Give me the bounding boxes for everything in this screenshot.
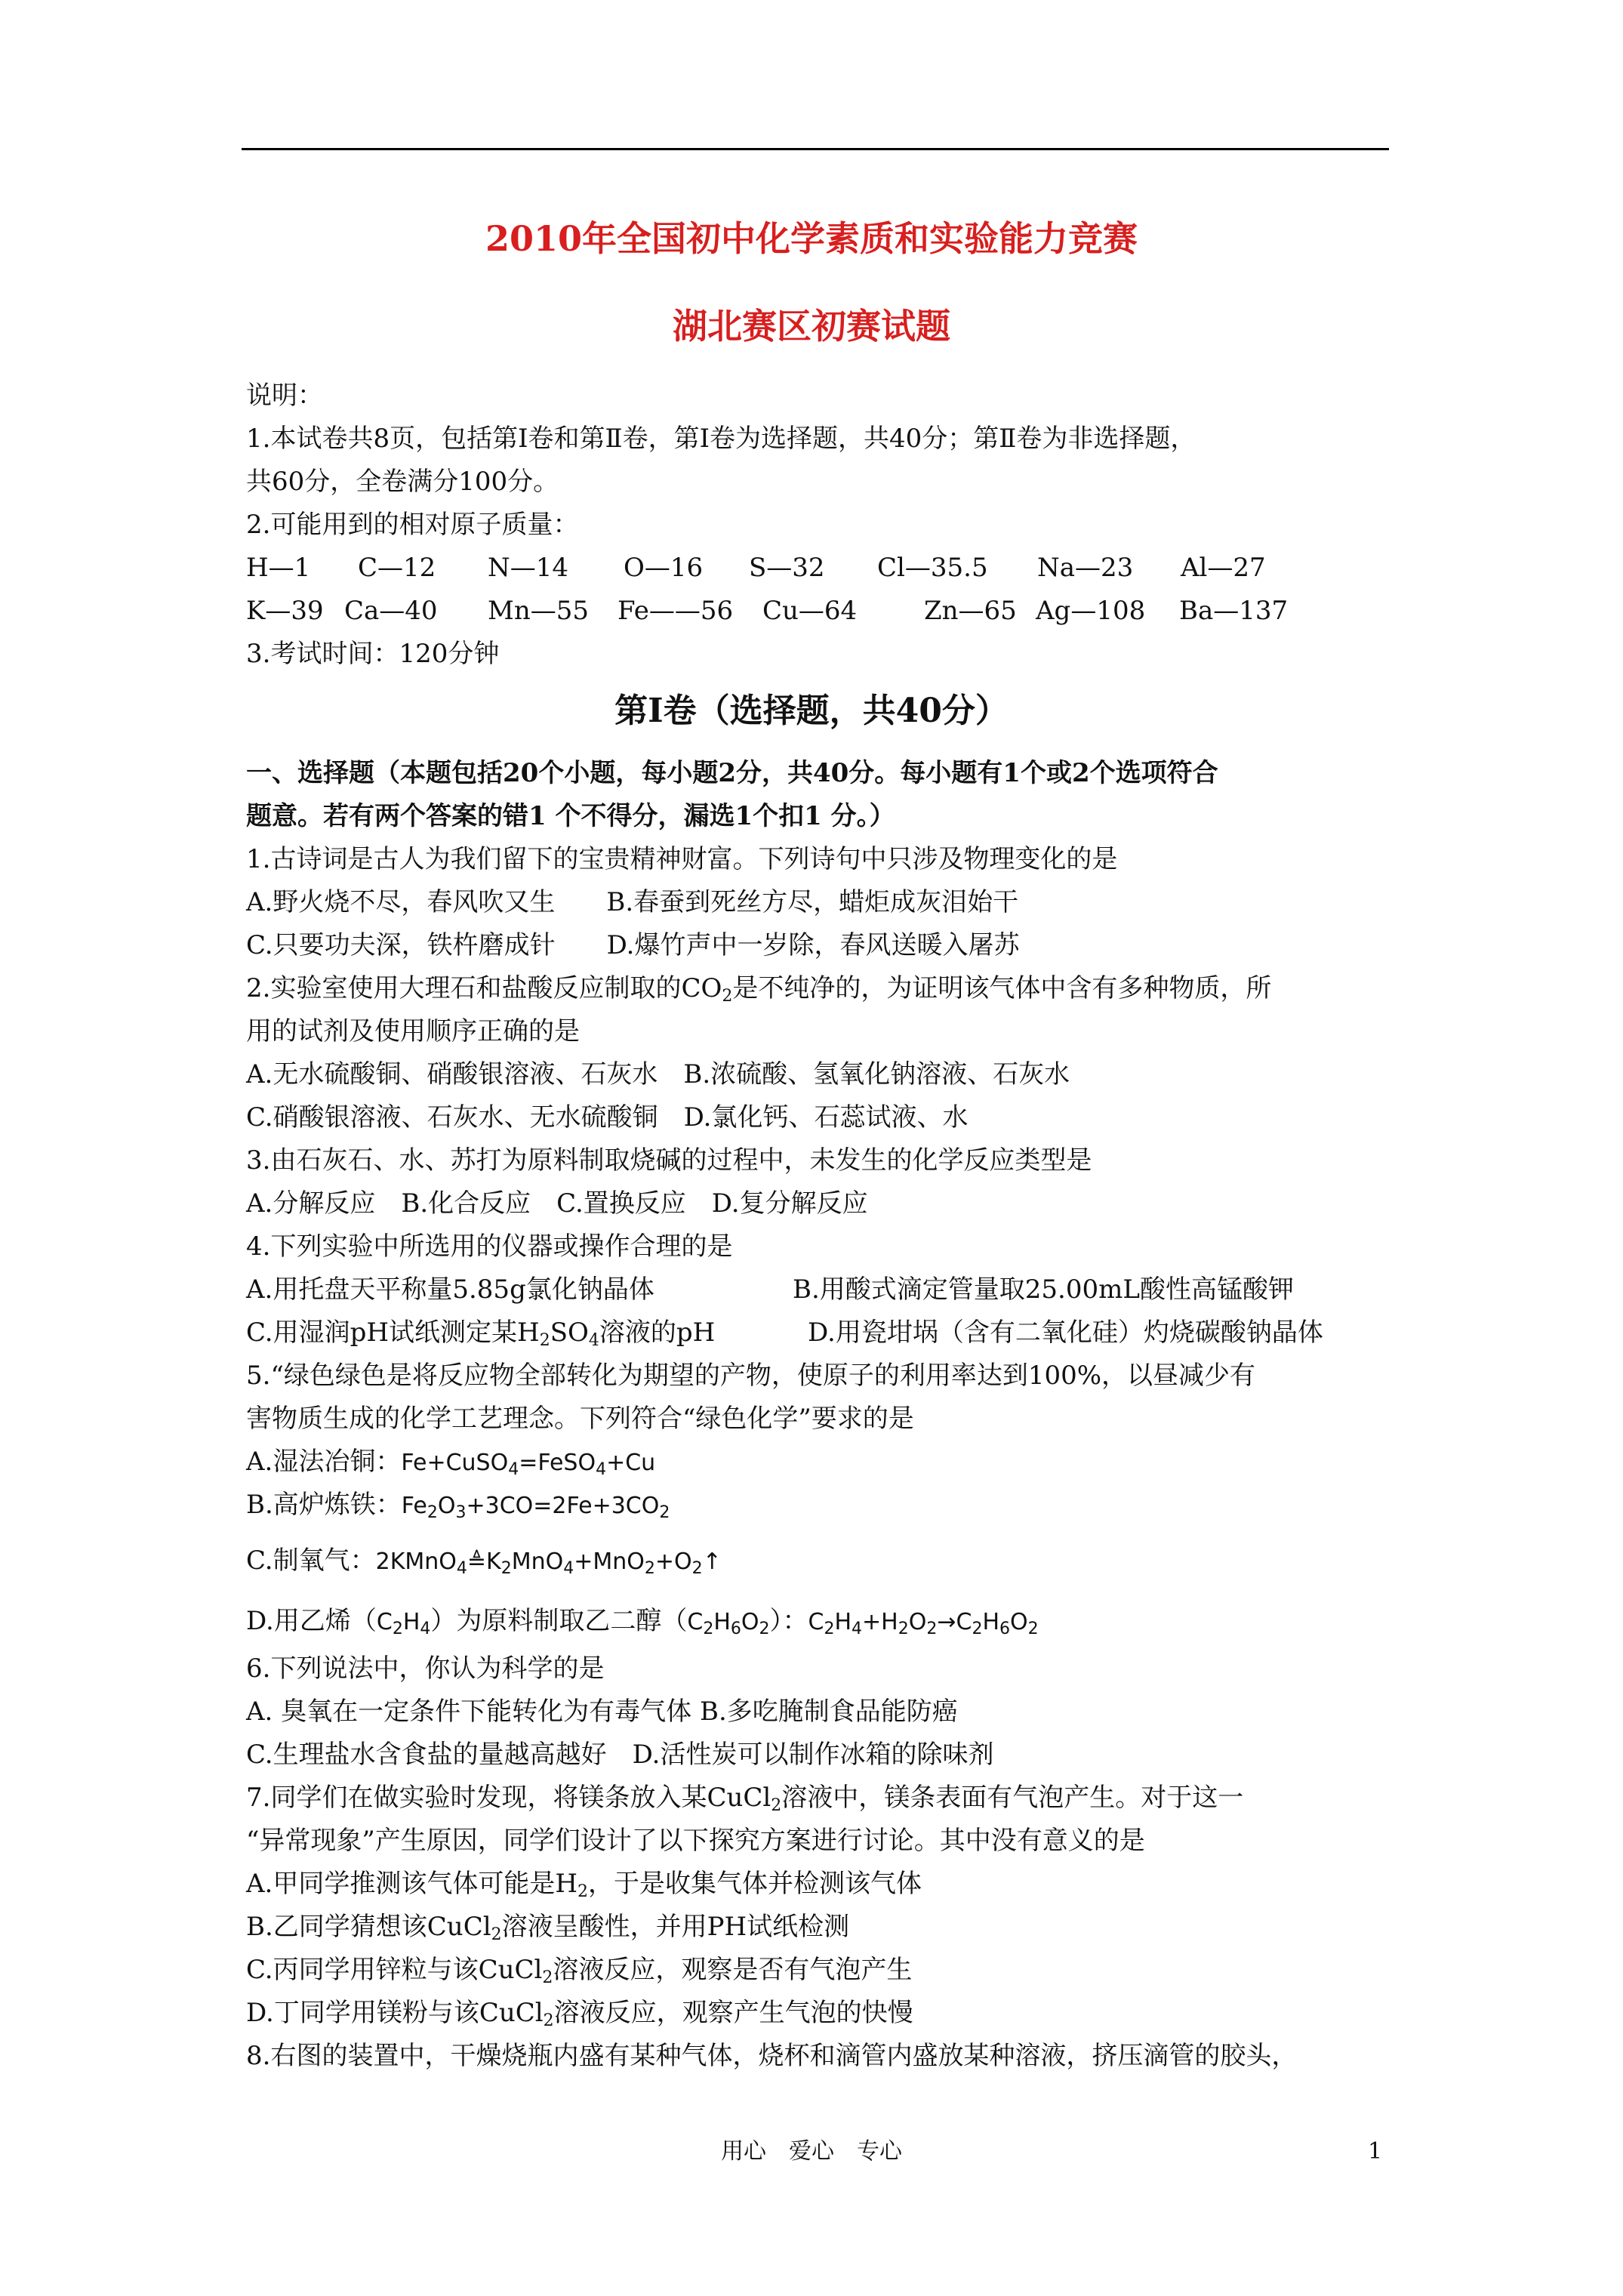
exam-subtitle: 湖北赛区初赛试题 <box>673 306 950 347</box>
text-run: 溶液呈酸性，并用PH试纸检测 <box>501 1912 850 1942</box>
text-run: +H <box>862 1609 898 1635</box>
text-run: →C <box>937 1609 972 1635</box>
text-run: C.丙同学用锌粒与该CuCl <box>246 1955 543 1985</box>
question-3-options: A.分解反应 B.化合反应 C.置换反应 D.复分解反应 <box>246 1188 868 1219</box>
question-4-options-cd <box>246 1311 1394 1354</box>
mass-item: N—14 <box>488 553 569 583</box>
question-7 <box>246 1777 1394 1820</box>
subscript: 4 <box>596 1460 607 1479</box>
header-rule <box>242 148 1389 150</box>
text-run: D.丁同学用镁粉与该CuCl <box>246 1998 544 2028</box>
instructions <box>246 374 1394 676</box>
question-4: 4.下列实验中所选用的仪器或操作合理的是 <box>246 1231 733 1262</box>
question-1-options-cd: C.只要功夫深，铁杵磨成针 D.爆竹声中一岁除，春风送暖入屠苏 <box>246 930 1020 960</box>
subscript: 2 <box>824 1620 835 1638</box>
text-run: ≜K <box>467 1549 501 1575</box>
formula <box>401 1450 656 1479</box>
subscript: 2 <box>898 1620 909 1638</box>
text-run: H <box>402 1609 420 1635</box>
subscript: 2 <box>691 1559 703 1578</box>
text-run: SO <box>550 1318 589 1348</box>
subscript: 2 <box>500 1559 512 1578</box>
subscript: 2 <box>703 1620 714 1638</box>
option-b: B.用酸式滴定管量取25.00mL酸性高锰酸钾 <box>793 1274 1294 1305</box>
question-2-cont: 用的试剂及使用顺序正确的是 <box>246 1016 580 1046</box>
mass-item: Cu—64 <box>762 596 858 626</box>
subscript: 2 <box>926 1620 938 1638</box>
mass-item: Al—27 <box>1181 553 1266 583</box>
subscript: 2 <box>1027 1620 1039 1638</box>
subscript: 4 <box>456 1559 467 1578</box>
question-7-option-b <box>246 1906 1394 1949</box>
option-d: D.用瓷坩埚（含有二氧化硅）灼烧碳酸钠晶体 <box>808 1318 1323 1348</box>
question-1-options-ab: A.野火烧不尽，春风吹又生 B.春蚕到死丝方尽，蜡炬成灰泪始干 <box>246 887 1019 917</box>
question-1: 1.古诗词是古人为我们留下的宝贵精神财富。下列诗句中只涉及物理变化的是 <box>246 844 1118 874</box>
question-5-option-d <box>246 1587 1394 1647</box>
atomic-masses-row-2 <box>246 590 1394 633</box>
exam-title: 2010年全国初中化学素质和实验能力竞赛 <box>485 218 1138 259</box>
formula <box>375 1549 722 1578</box>
text-run: O <box>1010 1609 1028 1635</box>
question-5-option-a <box>246 1441 1394 1484</box>
text-run: H <box>982 1609 1000 1635</box>
instruction-1b: 共60分，全卷满分100分。 <box>246 467 559 497</box>
text-run: A.甲同学推测该气体可能是H <box>246 1869 578 1899</box>
questions <box>246 752 1394 2078</box>
text-run: A.湿法冶铜： <box>246 1447 402 1477</box>
subscript: 2 <box>972 1620 983 1638</box>
text-run: C <box>808 1609 824 1635</box>
question-4-options-ab <box>246 1268 1394 1311</box>
subscript: 6 <box>730 1620 741 1638</box>
subscript: 3 <box>455 1503 467 1522</box>
text-run: 溶液中，镁条表面有气泡产生。对于这一 <box>781 1783 1244 1813</box>
mass-item: Ag—108 <box>1036 596 1146 626</box>
text-run: 溶液反应，观察产生气泡的快慢 <box>553 1998 913 2028</box>
instruction-3: 3.考试时间：120分钟 <box>246 639 500 669</box>
text-run: 7.同学们在做实验时发现，将镁条放入某CuCl <box>246 1783 771 1813</box>
question-2-options-cd: C.硝酸银溶液、石灰水、无水硫酸铜 D.氯化钙、石蕊试液、水 <box>246 1102 969 1133</box>
mass-item: K—39 <box>246 596 324 626</box>
question-3: 3.由石灰石、水、苏打为原料制取烧碱的过程中，未发生的化学反应类型是 <box>246 1145 1092 1176</box>
subscript: 6 <box>999 1620 1011 1638</box>
text-run: MnO <box>511 1549 564 1575</box>
subscript: 2 <box>543 2011 554 2030</box>
subscript: 2 <box>722 987 733 1006</box>
question-8: 8.右图的装置中，干燥烧瓶内盛有某种气体，烧杯和滴管内盛放某种溶液，挤压滴管的胶头， <box>246 2041 1298 2071</box>
instruction-1a: 1.本试卷共8页，包括第Ⅰ卷和第Ⅱ卷，第Ⅰ卷为选择题，共40分；第Ⅱ卷为非选择题， <box>246 424 1196 454</box>
question-2 <box>246 967 1394 1010</box>
text-run: C <box>376 1609 393 1635</box>
text-run: O <box>437 1493 456 1519</box>
text-run: 是不纯净的，为证明该气体中含有多种物质，所 <box>732 973 1272 1003</box>
text-run: 2KMnO <box>375 1549 457 1575</box>
text-run: ）： <box>769 1606 808 1636</box>
text-run: 2.实验室使用大理石和盐酸反应制取的CO <box>246 973 722 1003</box>
mass-item: H—1 <box>246 553 311 583</box>
option-c <box>246 1311 808 1354</box>
option-a: A.用托盘天平称量5.85g氯化钠晶体 <box>246 1274 654 1305</box>
text-run: H <box>834 1609 852 1635</box>
mass-item: S—32 <box>749 553 825 583</box>
mass-item: Mn—55 <box>488 596 589 626</box>
text-run: H <box>713 1609 731 1635</box>
subscript: 4 <box>420 1620 431 1638</box>
subscript: 2 <box>539 1331 550 1350</box>
text-run: Fe+CuSO <box>401 1450 509 1476</box>
mass-item: O—16 <box>624 553 704 583</box>
text-run: D.用乙烯（ <box>246 1606 377 1636</box>
question-6-options-ab: A. 臭氧在一定条件下能转化为有毒气体 B.多吃腌制食品能防癌 <box>246 1697 958 1727</box>
text-run: Fe <box>401 1493 427 1519</box>
text-run: O <box>741 1609 759 1635</box>
formula <box>808 1609 1039 1638</box>
mass-item: Ba—137 <box>1179 596 1289 626</box>
section-title: 第Ⅰ卷（选择题，共40分） <box>614 692 1009 730</box>
instructions-heading: 说明： <box>246 381 323 411</box>
text-run: B.乙同学猜想该CuCl <box>246 1912 491 1942</box>
subscript: 2 <box>771 1796 782 1815</box>
text-run: B.高炉炼铁： <box>246 1490 402 1520</box>
subscript: 2 <box>491 1925 502 1944</box>
section-intro-a: 一、选择题（本题包括20个小题，每小题2分，共40分。每小题有1个或2个选项符合 <box>246 758 1218 788</box>
question-2-options-ab: A.无水硫酸铜、硝酸银溶液、石灰水 B.浓硫酸、氢氧化钠溶液、石灰水 <box>246 1059 1070 1089</box>
subscript: 2 <box>659 1503 670 1522</box>
subscript: 2 <box>392 1620 403 1638</box>
question-7-option-d <box>246 1992 1394 2035</box>
mass-item: C—12 <box>358 553 436 583</box>
question-5-option-c <box>246 1527 1394 1587</box>
section-intro-b: 题意。若有两个答案的错1 个不得分，漏选1个扣1 分。） <box>246 801 895 831</box>
formula <box>401 1493 670 1522</box>
formula <box>376 1609 431 1638</box>
mass-item: Na—23 <box>1037 553 1134 583</box>
question-5-option-b <box>246 1484 1394 1527</box>
subscript: 2 <box>427 1503 438 1522</box>
subscript: 2 <box>577 1882 589 1901</box>
text-run: C <box>687 1609 704 1635</box>
question-7-option-a <box>246 1863 1394 1906</box>
footer-motto: 用心 爱心 专心 <box>721 2138 902 2165</box>
question-5-cont: 害物质生成的化学工艺理念。下列符合“绿色化学”要求的是 <box>246 1404 914 1434</box>
page-number: 1 <box>1368 2138 1383 2165</box>
text-run: ）为原料制取乙二醇（ <box>430 1606 688 1636</box>
question-7-option-c <box>246 1949 1394 1992</box>
text-run: =FeSO <box>519 1450 596 1476</box>
text-run: 溶液的pH <box>599 1318 716 1348</box>
mass-item: Cl—35.5 <box>877 553 988 583</box>
subscript: 2 <box>644 1559 655 1578</box>
text-run: +3CO=2Fe+3CO <box>466 1493 660 1519</box>
question-5: 5.“绿色绿色是将反应物全部转化为期望的产物，使原子的利用率达到100%，以昼减少有 <box>246 1361 1256 1391</box>
text-run: 溶液反应，观察是否有气泡产生 <box>553 1955 913 1985</box>
text-run: +Cu <box>606 1450 656 1476</box>
text-run: +MnO <box>574 1549 645 1575</box>
instruction-2: 2.可能用到的相对原子质量： <box>246 510 579 540</box>
subscript: 4 <box>563 1559 574 1578</box>
mass-item: Ca—40 <box>344 596 438 626</box>
text-run: C.用湿润pH试纸测定某H <box>246 1318 540 1348</box>
subscript: 2 <box>542 1968 553 1987</box>
text-run: ↑ <box>702 1549 722 1575</box>
subscript: 2 <box>759 1620 770 1638</box>
formula <box>687 1609 770 1638</box>
question-7-cont: “异常现象”产生原因，同学们设计了以下探究方案进行讨论。其中没有意义的是 <box>246 1826 1145 1856</box>
subscript: 4 <box>852 1620 863 1638</box>
text-run: O <box>908 1609 927 1635</box>
text-run: +O <box>654 1549 692 1575</box>
question-6: 6.下列说法中，你认为科学的是 <box>246 1653 605 1684</box>
text-run: ，于是收集气体并检测该气体 <box>588 1869 922 1899</box>
mass-item: Fe——56 <box>617 596 734 626</box>
text-run: C.制氧气： <box>246 1546 376 1576</box>
subscript: 4 <box>508 1460 519 1479</box>
mass-item: Zn—65 <box>924 596 1017 626</box>
subscript: 4 <box>588 1331 599 1350</box>
atomic-masses-row-1 <box>246 547 1394 590</box>
question-6-options-cd: C.生理盐水含食盐的量越高越好 D.活性炭可以制作冰箱的除味剂 <box>246 1740 994 1770</box>
